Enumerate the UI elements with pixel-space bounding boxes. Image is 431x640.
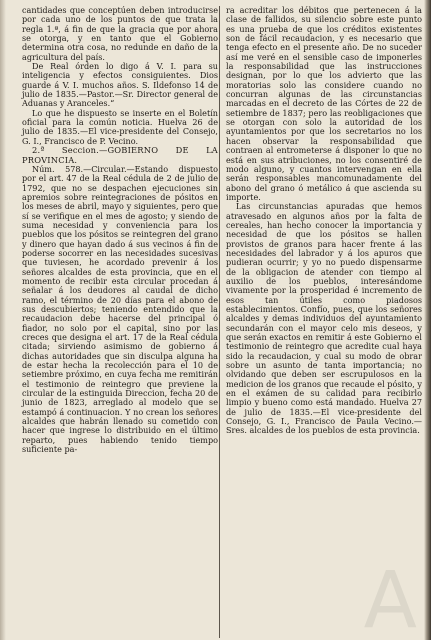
circular-paragraph: Núm. 578.—Circular.—Estando dispuesto por el art. 47 de la Real cédula de 2 de julio de 1792, que no se despachen ejecuciones sin apremios sobre reintegraciones de pósitos en los meses de abril, mayo y siguientes, pero que sí se verifique en el mes de agosto; y siendo de suma necesidad y conveniencia para los pueblos que los pósitos se reintegren del grano y dinero que hayan dado á sus vecinos á fin de poderse socorrer en las necesidades sucesivas que tuviesen, he acordado prevenir á los señores alcaldes de esta provincia, que en el momento de recibir esta circular procedan á señalar á los deudores al caudal de dicho ramo, el término de 20 días para el abono de sus descubiertos; teniendo entendido que la recaudacion debe hacerse del principal ó fiador, no solo por el capital, sino por las creces que designa el art. 17 de la Real cédula citada; sirviendo asimismo de gobierno á dichas autoridades que sin disculpa alguna ha de estar hecha la recolección para el 10 de setiembre próximo, en cuya fecha me remitirán el testimonio de reintegro que previene la circular de la estinguida Direccion, fecha 20 de junio de 1823, arreglado al modelo que se estampó á continuacion. Y no crean los señores alcaldes que habrán llenado su cometido con hacer que ingrese lo distribuido en el último reparto, pues habiendo tenido tiempo suficiente pa-	[22, 163, 218, 455]
right-column	[226, 6, 422, 436]
right-paragraph-2: Las circunstancias apuradas que hemos atravesado en algunos años por la falta de cereales, han hecho conocer la importancia y necesidad de que los pósitos se hallen provistos de granos para hacer frente á las necesidades del labrador y á los apuros que pudieran ocurrir; y yo no puedo dispensarme de la obligacion de atender con tiempo al auxilio de los pueblos, interesándome vivamente por la prosperidad é incremento de esos tan útiles como piadosos establecimientos. Confío, pues, que los señores alcaldes y demas individuos del ayuntamiento secundarán con el mayor celo mis deseos, y que serán exactos en remitir á este Gobierno el testimonio de reintegro que acredite cual haya sido la recaudacion, y cual su modo de obrar sobre un asunto de tanta importancia; no olvidando que deben ser escrupulosos en la medicion de los granos que recaude el pósito, y en el exámen de su calidad para recibirlo limpio y bueno como está mandado. Huelva 27 de julio de 1835.—El vice-presidente del Consejo, G. I., Francisco de Paula Vecino.—Sres. alcaldes de los pueblos de esta provincia.	[226, 201, 422, 436]
right-paragraph-1: ra acreditar los débitos que pertenecen á la clase de fallidos, su silencio sobre este punto es una prueba de que los créditos existentes son de fácil recaudacion, y es necesario que tenga efecto en el presente año. De no suceder así me veré en el sensible caso de imponerles la responsabilidad que las instrucciones designan, por lo que los advierto que las moratorias solo las considere cuando no concurran algunas de las circunstancias marcadas en el decreto de las Córtes de 22 de setiembre de 1837; pero las reobligaciones que se otorgan con solo la autoridad de los ayuntamientos por que los secretarios no los hacen observar la responsabilidad que contraen al entrometerse á disponer lo que no está en sus atribuciones, no los consentiré de modo alguno, y cuantos intervengan en ella serán responsables mancomunadamente del abono del grano ó metálico á que ascienda su importe.	[226, 5, 422, 202]
left-paragraph-2: De Real órden lo digo á V. I. para su inteligencia y efectos consiguientes. Dios guarde á V. I. muchos años. S. Ildefonso 14 de julio de 1835.—Pastor.—Sr. Director general de Aduanas y Aranceles.“	[22, 61, 218, 109]
left-paragraph-1: cantidades que conceptúen deben introducirse por cada uno de los puntos de que trata la regla 1.ª, á fin de que la gracia que por ahora se otorga, y en tanto que el Gobierno determina otra cosa, no redunde en daño de la agricultura del país.	[22, 5, 218, 62]
page-right-shadow	[424, 0, 431, 640]
left-paragraph-3: Lo que he dispuesto se inserte en el Boletín oficial para la común noticia. Huelva 26 de julio de 1835.—El vice-presidente del Consejo, G. I., Francisco de P. Vecino.	[22, 107, 218, 146]
page-left-shadow	[0, 0, 6, 640]
faded-stamp-icon: A	[363, 556, 417, 640]
left-column	[22, 6, 218, 455]
column-divider	[219, 6, 220, 638]
section-header: 2.ª Seccion.—GOBIERNO DE LA PROVINCIA.	[22, 145, 218, 165]
